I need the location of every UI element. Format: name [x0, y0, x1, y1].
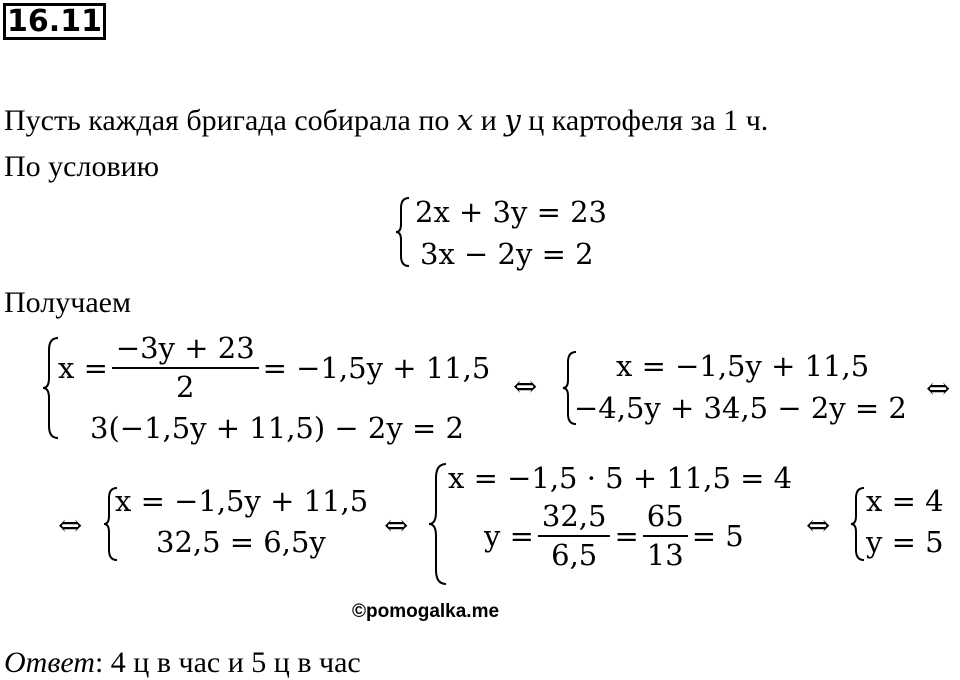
equiv-symbol: ⇔ [58, 508, 83, 542]
step4-y-lhs: y = [484, 518, 534, 553]
step1-lhs: x = [58, 350, 108, 385]
var-y: y [504, 103, 521, 137]
step1-numerator: −3y + 23 [115, 331, 255, 365]
fraction-numerator: 32,5 [541, 499, 607, 533]
step2-eq1: x = −1,5y + 11,5 [616, 349, 870, 383]
fraction-numerator: 65 [646, 499, 684, 533]
step1-line1 [58, 331, 491, 404]
equiv-symbol: ⇔ [926, 371, 951, 405]
var-x: x [456, 103, 474, 137]
result-label: Получаем [4, 286, 131, 319]
step4-brace [428, 462, 450, 586]
equiv-symbol: ⇔ [513, 369, 538, 403]
problem-number: 16.11 [3, 3, 106, 40]
step4-fraction-1 [538, 499, 611, 572]
fraction-bar [112, 367, 259, 369]
fraction-denominator: 13 [646, 538, 684, 572]
watermark: ©pomogalka.me [352, 601, 500, 622]
step1-denominator: 2 [176, 370, 195, 404]
answer-text: : 4 ц в час и 5 ц в час [94, 646, 361, 679]
step4-tail: = 5 [691, 518, 744, 553]
step5-eq1: x = 4 [866, 484, 944, 518]
equiv-symbol: ⇔ [806, 508, 831, 542]
system1-eq1: 2x + 3y = 23 [415, 195, 608, 229]
intro-text-3: ц картофеля за 1 ч. [520, 104, 769, 137]
fraction-bar [643, 535, 688, 537]
fraction-denominator: 6,5 [551, 538, 598, 572]
step2-eq2: −4,5y + 34,5 − 2y = 2 [574, 391, 907, 425]
system1-brace [395, 196, 413, 268]
step1-fraction [112, 331, 259, 404]
step1-rhs: = −1,5y + 11,5 [262, 350, 491, 385]
step4-eq1: x = −1,5 · 5 + 11,5 = 4 [448, 461, 793, 495]
answer-label: Ответ [4, 646, 95, 679]
intro-sentence [4, 103, 769, 137]
answer-line [4, 648, 361, 678]
intro-text-1: Пусть каждая бригада собирала по [4, 104, 457, 137]
step4-fraction-2 [643, 499, 688, 572]
condition-label: По условию [4, 150, 160, 183]
system1-eq2: 3x − 2y = 2 [420, 237, 594, 271]
equiv-symbol: ⇔ [384, 508, 409, 542]
step4-eq2 [484, 499, 744, 572]
step5-eq2: y = 5 [866, 525, 944, 559]
step4-equals: = [614, 518, 639, 553]
fraction-bar [538, 535, 611, 537]
intro-text-2: и [473, 104, 505, 137]
step1-line2: 3(−1,5y + 11,5) − 2y = 2 [90, 411, 464, 445]
step3-eq2: 32,5 = 6,5y [156, 525, 326, 559]
step3-eq1: x = −1,5y + 11,5 [115, 484, 369, 518]
